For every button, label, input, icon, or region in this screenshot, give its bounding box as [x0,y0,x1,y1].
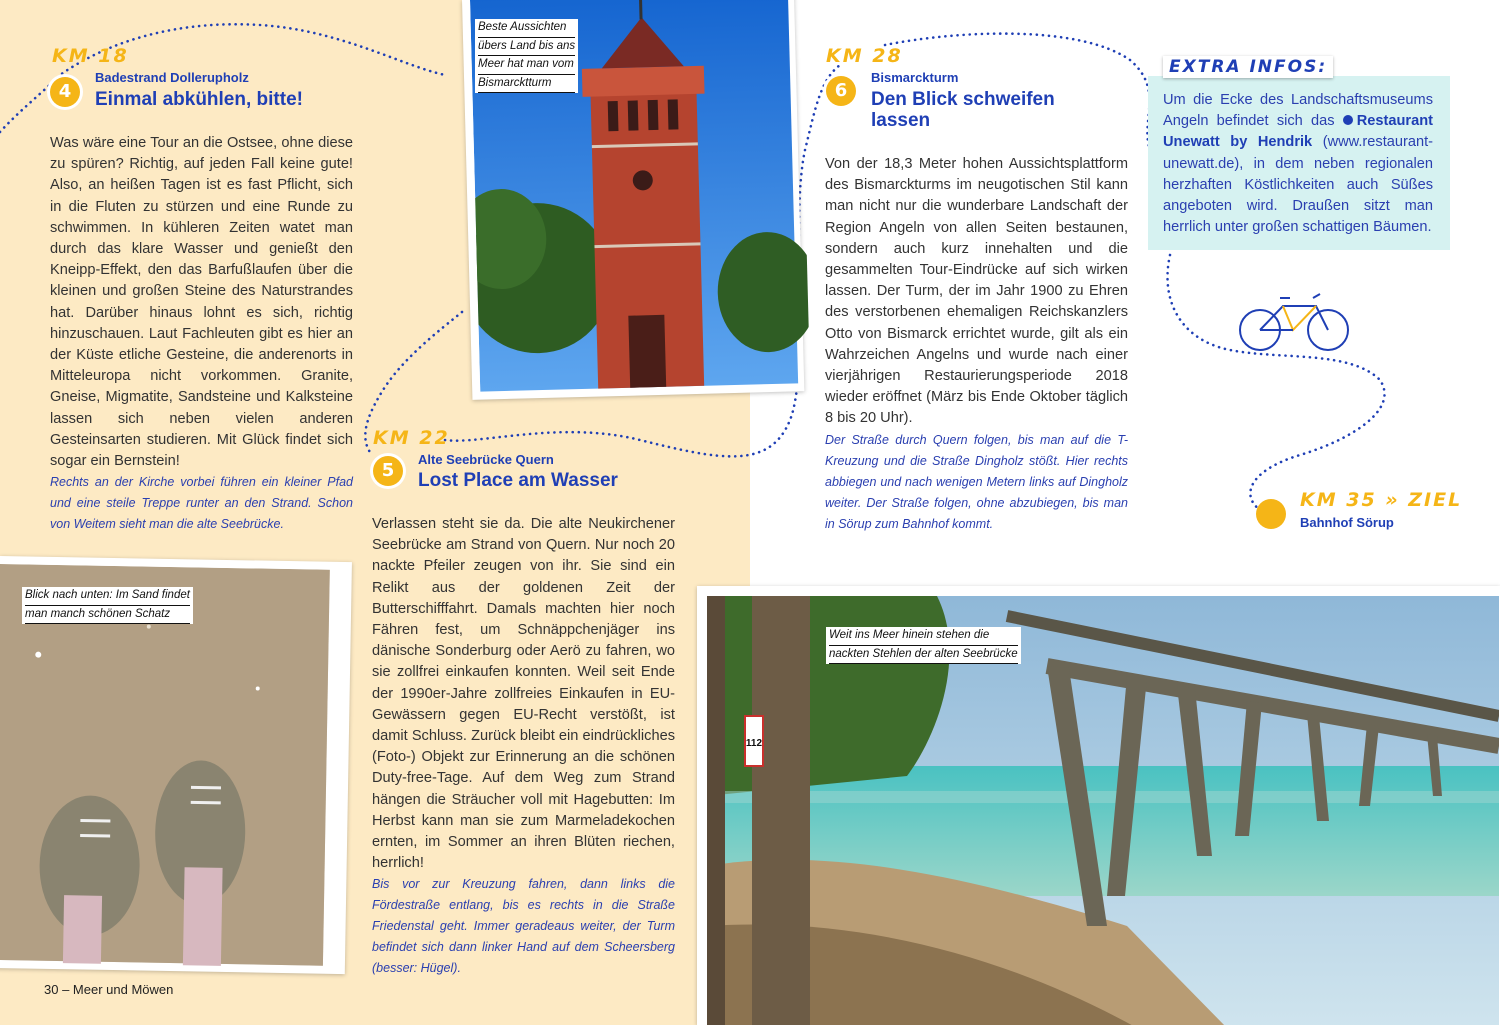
stop-directions: Rechts an der Kirche vorbei führen ein kleiner Pfad und eine steile Treppe runter an den Strand. Schon von Weitem sieht man die alte Seebrücke. [50,475,353,531]
extra-infos-text: Um die Ecke des Landschaftsmuseums Angeln befindet sich das Restaurant Unewatt by Hendrik (www.restaurant-unewatt.de), in dem neben regionalen herzhaften Köstlichkeiten auch Süßes angeboten wird. Draußen sitzt man herrlich unter großen schattigen Bäumen. [1163,92,1433,236]
stop-body-text: Verlassen steht sie da. Die alte Neukirchener Seebrücke am Strand von Quern. Nur noch 20 nackte Pfeiler zeugen von ihr. Sie sind ein Relikt aus der goldenen Zeit der Butterschifffahrt. Damals machten hier noch Fähren fest, um Schnäppchenjäger ins dänische Sonderburg oder Aerö zu fahren, wo sie zollfrei einkaufen konnten. Weil seit Ende der 1990er-Jahre zollfreies Einkaufen in EU-Gewässern gegen EU-Recht verstößt, ist damit Schluss. Zurück bleibt ein eindrückliches (Foto-) Objekt zur Erinnerung an die schönen Duty-free-Tage. Auf dem Weg zum Strand hängen die Sträucher voll mit Hagebutten: Im Herbst kann man sie zum Marmeladekochen ernten, im Sommer an ihren Blüten riechen, herrlich! [372,516,675,872]
tower-caption: Beste Aussichten übers Land bis ans Meer hat man vom Bismarcktturm [475,19,578,93]
stop-title-line-2: lassen [871,110,931,131]
stop-number-badge: 6 [826,76,856,106]
stop-number-badge: 5 [373,456,403,486]
beach-sign-number: 112 [745,738,763,749]
stop-number-badge: 4 [50,77,80,107]
pier-photo [697,586,1500,1025]
extra-infos-title: EXTRA INFOS: [1163,56,1333,78]
stop-title: Lost Place am Wasser [418,470,618,491]
pier-caption: Weit ins Meer hinein stehen die nackten Stehlen der alten Seebrücke [826,627,1021,664]
stop-directions: Bis vor zur Kreuzung fahren, dann links die Fördestraße entlang, bis es rechts in die Straße Friedenstal geht. Immer geradeaus weiter, der Turm befindet sich dann linker Hand auf dem Scheersberg (besser: Hügel). [372,877,675,975]
finish-marker-dot [1256,499,1286,529]
stop-body-text: Was wäre eine Tour an die Ostsee, ohne diese zu spüren? Richtig, auf jeden Fall keine gute! Also, an heißen Tagen ist es fast Pflicht, sich in die Fluten zu stürzen und eine Runde zu schwimmen. In kühleren Zeiten watet man durch das klare Wasser und genießt den Kneipp-Effekt, den das Barfußlaufen über die kleinen und großen Steine des Naturstrandes hat. Darüber hinaus lohnt es sich, richtig hinzuschauen. Laut Fachleuten gibt es hier an der Küste etliche Gesteine, die anderenorts in Mitteleuropa nicht vorkommen. Granite, Gneise, Migmatite, Sandsteine und Kalksteine lassen sich neben vielen anderen Gesteinsarten studieren. Mit Glück findet sich sogar ein Bernstein! [50,135,353,470]
stop-subtitle: Bismarckturm [871,70,959,85]
location-dot-icon [1343,115,1353,125]
stop-subtitle: Badestrand Dollerupholz [95,70,249,85]
km-marker-22: KM 22 [373,427,450,449]
stop-directions: Der Straße durch Quern folgen, bis man auf die T-Kreuzung und die Straße Dingholz stößt. Hier rechts abbiegen und nach wenigen Metern links auf Dingholz weiter. Der Straße folgen, ohne abzubiegen, bis man in Sörup zum Bahnhof kommt. [825,433,1128,531]
page-footer: 30 – Meer und Möwen [44,982,174,997]
bicycle-icon [1238,292,1353,357]
km-marker-finish: KM 35 » ZIEL [1300,489,1463,511]
km-marker-18: KM 18 [52,45,129,67]
km-marker-28: KM 28 [826,45,903,67]
stop-subtitle: Alte Seebrücke Quern [418,452,554,467]
stop-body-text: Von der 18,3 Meter hohen Aussichtsplattform des Bismarckturms im neugotischen Stil kann man nicht nur die wunderbare Landschaft der Region Angeln von allen Seiten bestaunen, sondern auch kurz innehalten und die gesammelten Tour-Eindrücke auf sich wirken lassen. Der Turm, der im Jahr 1900 zu Ehren des verstorbenen ehemaligen Reichskanzlers Otto von Bismarck errichtet wurde, gilt als ein Wahrzeichen Angelns und wurde nach einer vierjährigen Restaurierungsperiode 2018 wieder eröffnet (März bis Ende Oktober täglich 8 bis 20 Uhr). [825,156,1128,427]
finish-place: Bahnhof Sörup [1300,515,1394,530]
stop-title-line-1: Den Blick schweifen [871,89,1055,110]
stop-title: Einmal abkühlen, bitte! [95,89,303,110]
sand-caption: Blick nach unten: Im Sand findet man manch schönen Schatz [22,587,193,624]
